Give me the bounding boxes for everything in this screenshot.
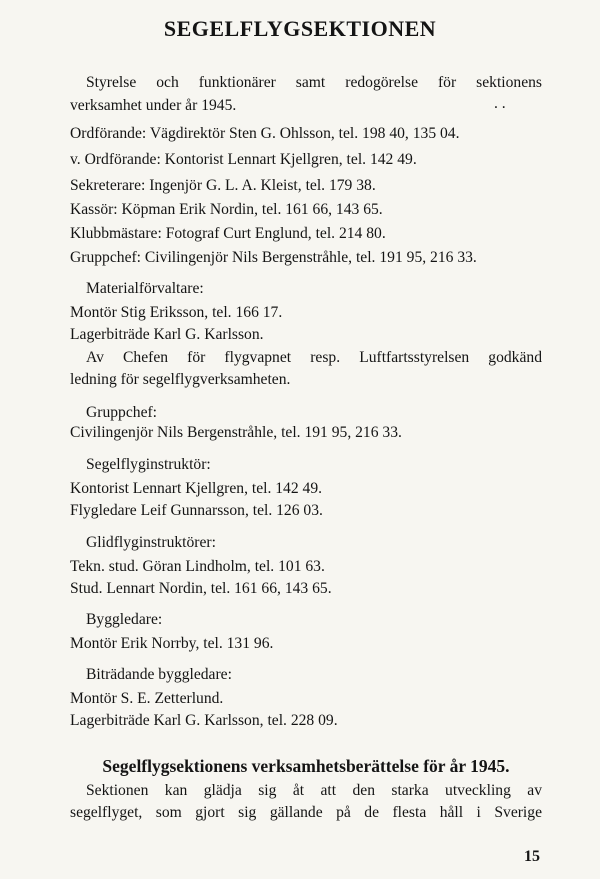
assistant-byggledare-item: Lagerbiträde Karl G. Karlsson, tel. 228 09. — [70, 712, 338, 729]
board-vice-ordforande: v. Ordförande: Kontorist Lennart Kjellgren, tel. 142 49. — [70, 151, 417, 168]
assistant-byggledare-heading: Biträdande byggledare: — [86, 666, 232, 683]
glidflyg-instructors-heading: Glidflyginstruktörer: — [86, 534, 216, 551]
gruppchef-heading: Gruppchef: — [86, 404, 158, 421]
segelflyg-instructor-heading: Segelflyginstruktör: — [86, 456, 211, 473]
material-heading: Materialförvaltare: — [86, 280, 204, 297]
board-sekreterare: Sekreterare: Ingenjör G. L. A. Kleist, tel. 179 38. — [70, 177, 376, 194]
report-line-1: Sektionen kan glädja sig åt att den starka utveckling av — [86, 782, 542, 799]
approval-line-2: ledning för segelflygverksamheten. — [70, 371, 291, 388]
report-heading: Segelflygsektionens verksamhetsberättelse för år 1945. — [102, 756, 510, 776]
report-line-2: segelflyget, som gjort sig gällande på de flesta håll i Sverige — [70, 804, 542, 821]
board-klubbmastare: Klubbmästare: Fotograf Curt Englund, tel. 214 80. — [70, 225, 386, 242]
page-number: 15 — [524, 848, 540, 865]
board-gruppchef: Gruppchef: Civilingenjör Nils Bergenstråhle, tel. 191 95, 216 33. — [70, 249, 477, 266]
approval-line-1: Av Chefen för flygvapnet resp. Luftfartsstyrelsen godkänd — [86, 349, 542, 366]
byggledare-item: Montör Erik Norrby, tel. 131 96. — [70, 635, 274, 652]
segelflyg-instructor-item: Flygledare Leif Gunnarsson, tel. 126 03. — [70, 502, 323, 519]
intro-line-2: verksamhet under år 1945. — [70, 97, 237, 114]
assistant-byggledare-item: Montör S. E. Zetterlund. — [70, 690, 224, 707]
gruppchef-item: Civilingenjör Nils Bergenstråhle, tel. 191 95, 216 33. — [70, 424, 402, 441]
intro-dots: . . — [494, 95, 506, 112]
material-item: Lagerbiträde Karl G. Karlsson. — [70, 326, 264, 343]
intro-line-1: Styrelse och funktionärer samt redogörelse för sektionens — [86, 74, 542, 91]
page-title: SEGELFLYGSEKTIONEN — [163, 16, 437, 41]
board-kassor: Kassör: Köpman Erik Nordin, tel. 161 66, 143 65. — [70, 201, 383, 218]
glidflyg-instructor-item: Stud. Lennart Nordin, tel. 161 66, 143 65. — [70, 580, 332, 597]
segelflyg-instructor-item: Kontorist Lennart Kjellgren, tel. 142 49. — [70, 480, 323, 497]
glidflyg-instructor-item: Tekn. stud. Göran Lindholm, tel. 101 63. — [70, 558, 325, 575]
material-item: Montör Stig Eriksson, tel. 166 17. — [70, 304, 283, 321]
board-ordforande: Ordförande: Vägdirektör Sten G. Ohlsson, tel. 198 40, 135 04. — [70, 125, 460, 142]
byggledare-heading: Byggledare: — [86, 611, 163, 628]
